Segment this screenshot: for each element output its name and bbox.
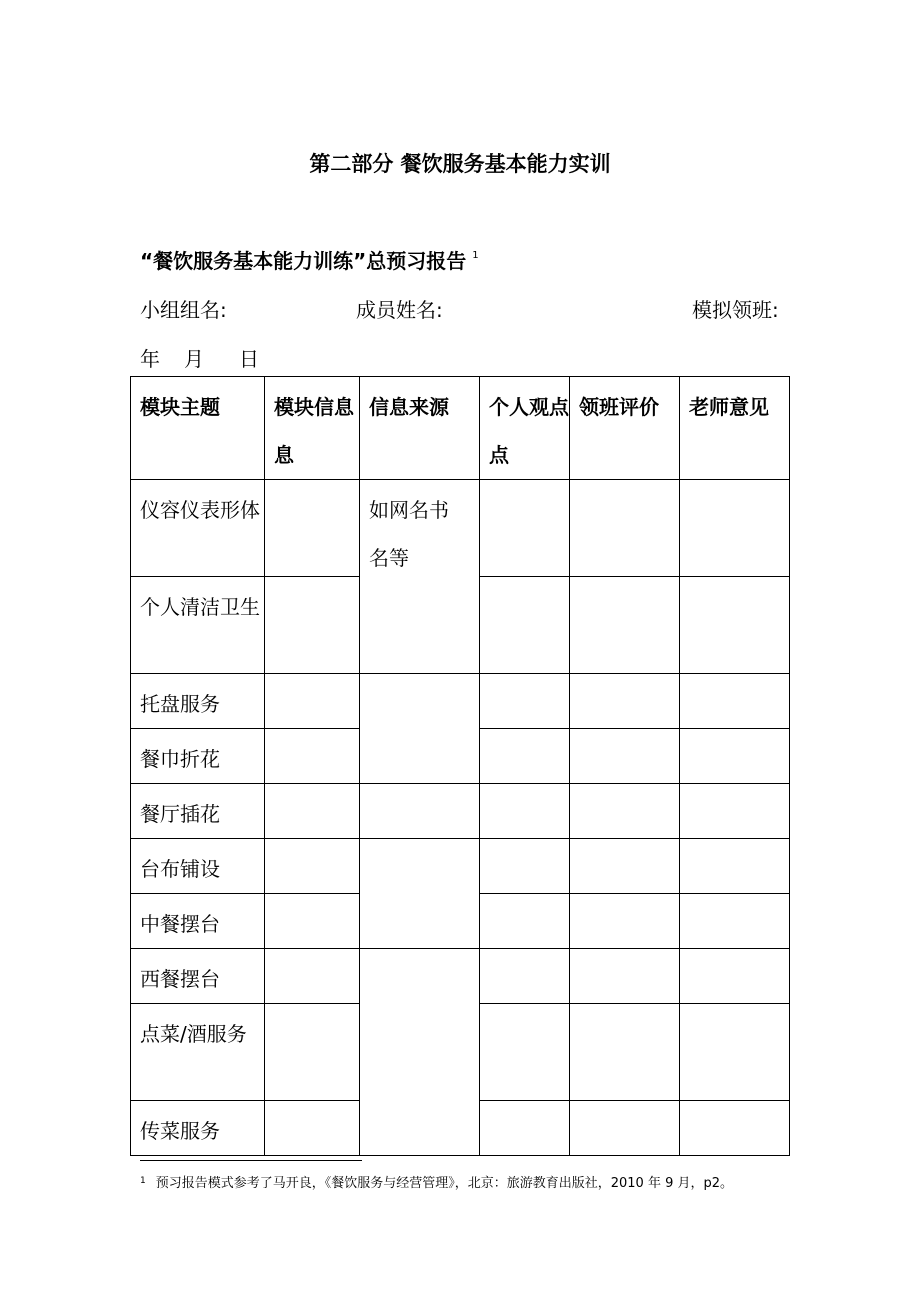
info-input-cell[interactable] bbox=[265, 839, 360, 894]
table-row bbox=[131, 674, 790, 729]
opinion-input-cell[interactable] bbox=[480, 784, 570, 839]
table-header-row bbox=[131, 377, 790, 480]
footnote-mark: 1 bbox=[140, 1176, 146, 1186]
teacher-opinion-input-cell[interactable] bbox=[680, 839, 790, 894]
leader-eval-input-cell[interactable] bbox=[570, 1101, 680, 1156]
info-input-cell[interactable] bbox=[265, 784, 360, 839]
header-cell-leader-eval: 领班评价 bbox=[570, 377, 680, 480]
info-input-cell[interactable] bbox=[265, 674, 360, 729]
footnote bbox=[140, 1172, 733, 1191]
footnote-ref: 1 bbox=[472, 250, 479, 261]
leader-eval-input-cell[interactable] bbox=[570, 839, 680, 894]
opinion-input-cell[interactable] bbox=[480, 839, 570, 894]
info-input-cell[interactable] bbox=[265, 480, 360, 577]
leader-eval-input-cell[interactable] bbox=[570, 729, 680, 784]
date-day: 日 bbox=[239, 347, 259, 371]
info-input-cell[interactable] bbox=[265, 1004, 360, 1101]
report-subtitle-text: “餐饮服务基本能力训练”总预习报告 bbox=[140, 249, 467, 273]
header-cell-info: 模块信息息 bbox=[265, 377, 360, 480]
row-topic-cell: 个人清洁卫生 bbox=[131, 577, 265, 674]
leader-eval-input-cell[interactable] bbox=[570, 674, 680, 729]
teacher-opinion-input-cell[interactable] bbox=[680, 784, 790, 839]
row-topic-cell: 传菜服务 bbox=[131, 1101, 265, 1156]
date-line bbox=[140, 343, 259, 372]
leader-eval-input-cell[interactable] bbox=[570, 577, 680, 674]
date-month: 月 bbox=[184, 347, 204, 371]
leader-eval-input-cell[interactable] bbox=[570, 1004, 680, 1101]
leader-eval-input-cell[interactable] bbox=[570, 784, 680, 839]
teacher-opinion-input-cell[interactable] bbox=[680, 674, 790, 729]
row-topic-cell: 点菜/酒服务 bbox=[131, 1004, 265, 1101]
row-topic-cell: 餐厅插花 bbox=[131, 784, 265, 839]
page-title: 第二部分 餐饮服务基本能力实训 bbox=[309, 152, 611, 176]
header-cell-source: 信息来源 bbox=[360, 377, 480, 480]
footnote-text: 预习报告模式参考了马开良，《餐饮服务与经营管理》，北京：旅游教育出版社，2010 年 9 月，p2。 bbox=[155, 1176, 734, 1191]
info-input-cell[interactable] bbox=[265, 729, 360, 784]
source-input-cell[interactable] bbox=[360, 839, 480, 949]
info-input-cell[interactable] bbox=[265, 1101, 360, 1156]
opinion-input-cell[interactable] bbox=[480, 949, 570, 1004]
row-topic-cell: 台布铺设 bbox=[131, 839, 265, 894]
source-input-cell[interactable] bbox=[360, 784, 480, 839]
header-cell-opinion: 个人观点点 bbox=[480, 377, 570, 480]
leader-eval-input-cell[interactable] bbox=[570, 894, 680, 949]
leader-eval-input-cell[interactable] bbox=[570, 949, 680, 1004]
info-input-cell[interactable] bbox=[265, 577, 360, 674]
header-cell-topic: 模块主题 bbox=[131, 377, 265, 480]
row-topic-cell: 仪容仪表形体 bbox=[131, 480, 265, 577]
table-row bbox=[131, 480, 790, 577]
member-names-label: 成员姓名: bbox=[356, 298, 443, 322]
teacher-opinion-input-cell[interactable] bbox=[680, 480, 790, 577]
table-row bbox=[131, 949, 790, 1004]
teacher-opinion-input-cell[interactable] bbox=[680, 949, 790, 1004]
row-topic-cell: 中餐摆台 bbox=[131, 894, 265, 949]
date-year: 年 bbox=[140, 347, 160, 371]
source-input-cell[interactable] bbox=[360, 674, 480, 784]
opinion-input-cell[interactable] bbox=[480, 1004, 570, 1101]
teacher-opinion-input-cell[interactable] bbox=[680, 577, 790, 674]
table-row bbox=[131, 784, 790, 839]
row-topic-cell: 餐巾折花 bbox=[131, 729, 265, 784]
table-row bbox=[131, 839, 790, 894]
teacher-opinion-input-cell[interactable] bbox=[680, 1101, 790, 1156]
info-input-cell[interactable] bbox=[265, 949, 360, 1004]
opinion-input-cell[interactable] bbox=[480, 1101, 570, 1156]
header-cell-teacher-opinion: 老师意见 bbox=[680, 377, 790, 480]
opinion-input-cell[interactable] bbox=[480, 674, 570, 729]
report-subtitle bbox=[140, 245, 479, 274]
opinion-input-cell[interactable] bbox=[480, 480, 570, 577]
group-name-label: 小组组名: bbox=[140, 298, 227, 322]
row-topic-cell: 托盘服务 bbox=[131, 674, 265, 729]
opinion-input-cell[interactable] bbox=[480, 577, 570, 674]
teacher-opinion-input-cell[interactable] bbox=[680, 1004, 790, 1101]
opinion-input-cell[interactable] bbox=[480, 894, 570, 949]
opinion-input-cell[interactable] bbox=[480, 729, 570, 784]
info-input-cell[interactable] bbox=[265, 894, 360, 949]
footnote-divider bbox=[140, 1160, 362, 1161]
source-input-cell[interactable] bbox=[360, 949, 480, 1156]
row-topic-cell: 西餐摆台 bbox=[131, 949, 265, 1004]
mock-leader-label: 模拟领班: bbox=[692, 298, 779, 322]
teacher-opinion-input-cell[interactable] bbox=[680, 729, 790, 784]
preview-report-table bbox=[130, 376, 790, 1156]
teacher-opinion-input-cell[interactable] bbox=[680, 894, 790, 949]
leader-eval-input-cell[interactable] bbox=[570, 480, 680, 577]
source-example-cell: 如网名书名等 bbox=[360, 480, 480, 674]
